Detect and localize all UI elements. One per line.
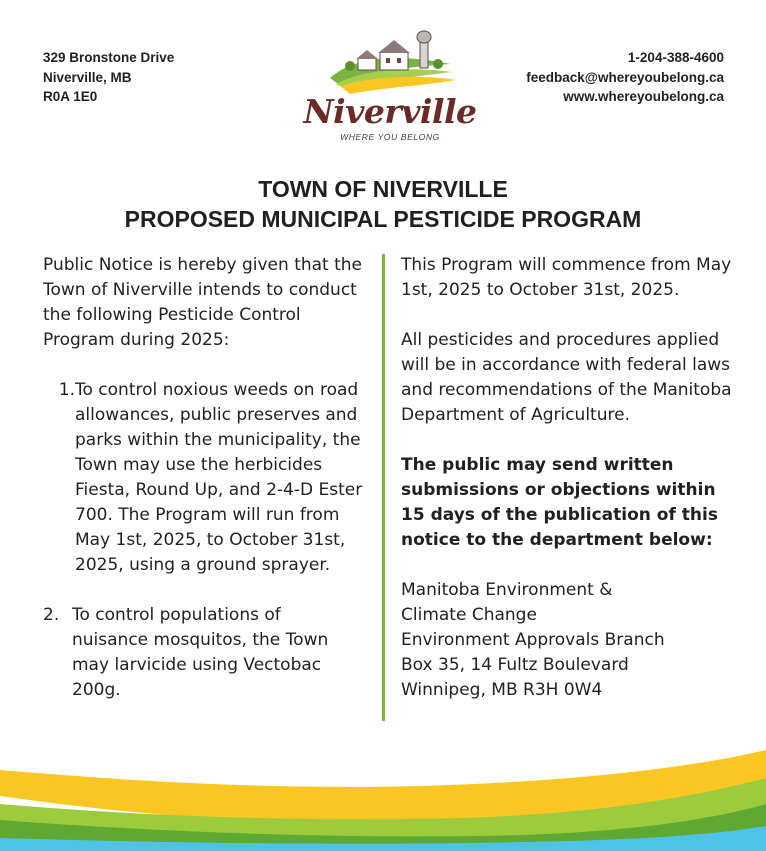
program-list [43,378,373,703]
compliance-paragraph: All pesticides and procedures applied will be in accordance with federal laws and recommendations of the Manitoba Department of Agriculture. [401,330,732,425]
submissions-paragraph: The public may send written submissions or objections within 15 days of the publication of this notice to the department below: [401,455,718,550]
contact-email: feedback@whereyoubelong.ca [526,69,724,85]
department-address-line: Environment Approvals Branch [401,630,665,650]
contact-website: www.whereyoubelong.ca [563,89,724,104]
address-line: Niverville, MB [43,69,132,85]
list-text: To control noxious weeds on road allowances, public preserves and parks within the municipality, the Town may use the herbicides Fiesta, Round Up, and 2-4-D Ester 700. The Program will run from May 1st, 2025, to October 31st, 2025, using a ground sprayer. [75,380,363,575]
decorative-waves [0,740,766,851]
address-line: 329 Bronstone Drive [43,50,175,65]
list-number: 1. [58,380,75,400]
logo-wordmark: Niverville [303,92,477,131]
town-address [43,48,174,107]
column-divider [382,254,385,721]
department-address-line: Manitoba Environment & [401,580,613,600]
page-title [0,174,766,234]
address-line: R0A 1E0 [43,89,98,104]
left-column [43,253,373,703]
contact-phone: 1-204-388-4600 [627,50,724,65]
town-contact [526,48,724,107]
right-column [401,253,741,703]
list-text: To control populations of nuisance mosquitos, the Town may larvicide using Vectobac 200g. [72,605,329,700]
program-dates-paragraph: This Program will commence from May 1st, 2025 to October 31st, 2025. [401,255,732,300]
department-address [401,578,741,703]
department-address-line: Climate Change [401,605,537,625]
list-item [43,378,373,578]
department-address-line: Box 35, 14 Fultz Boulevard [401,655,629,675]
town-landscape-icon [300,22,480,102]
title-line-2: PROPOSED MUNICIPAL PESTICIDE PROGRAM [124,206,642,232]
intro-paragraph: Public Notice is hereby given that the Town of Niverville intends to conduct the following Pesticide Control Program during 2025: [43,255,363,350]
logo-tagline: WHERE YOU BELONG [340,132,440,142]
department-address-line: Winnipeg, MB R3H 0W4 [401,680,603,700]
list-number: 2. [43,605,60,625]
list-item [43,603,373,703]
niverville-logo [300,22,480,142]
title-line-1: TOWN OF NIVERVILLE [258,176,508,202]
